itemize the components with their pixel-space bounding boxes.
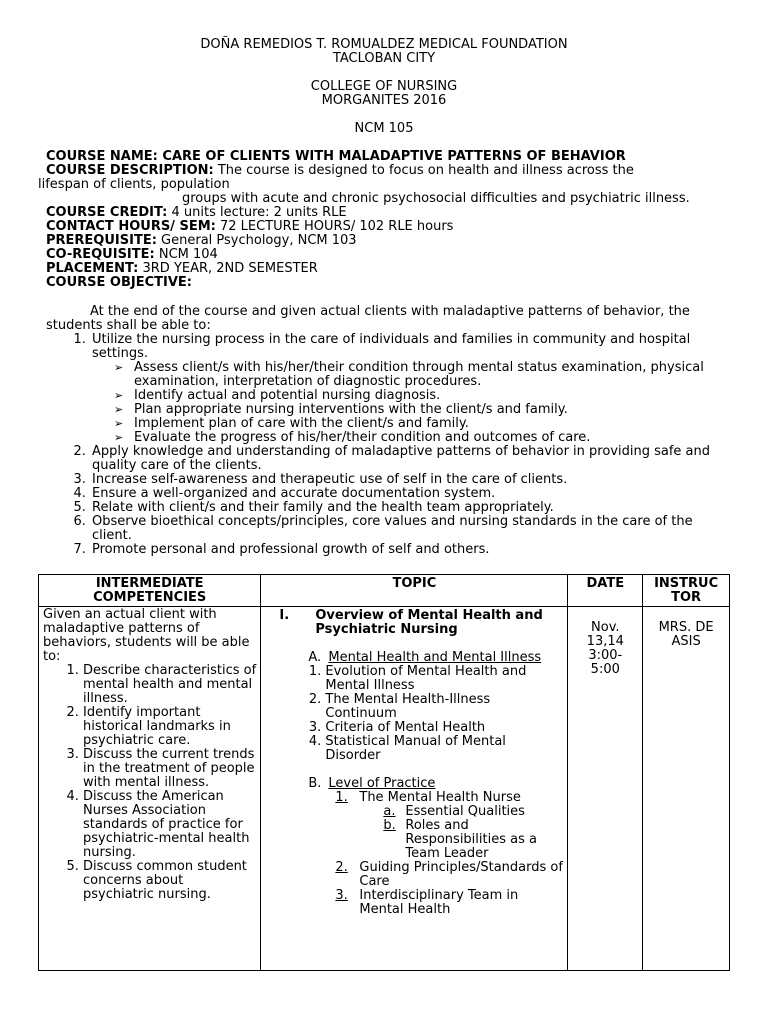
arrow-bullet-icon: ➢ (114, 403, 124, 416)
sub-objective-item (114, 361, 736, 389)
objective-item: 2. Apply knowledge and understanding of maladaptive patterns of behavior in providing safe and quality care of the clients. (90, 445, 736, 473)
course-description-line (46, 164, 736, 178)
placement-value: 3RD YEAR, 2ND SEMESTER (138, 261, 318, 276)
competencies-intro: Given an actual client with maladaptive patterns of behaviors, students will be able to: (43, 607, 250, 664)
level-number: 2. (335, 860, 348, 875)
sub-objective-item (114, 417, 736, 431)
corequisite-label: CO-REQUISITE: (46, 247, 155, 262)
college-name: COLLEGE OF NURSING (310, 79, 458, 94)
institution-city: TACLOBAN CITY (332, 51, 436, 66)
institution-name: DOÑA REMEDIOS T. ROMUALDEZ MEDICAL FOUNDATION (200, 37, 568, 52)
level-sub-item (383, 819, 563, 861)
topic-cell (261, 607, 568, 971)
time-line: 5:00 (590, 662, 620, 677)
section-a-item: 4. Statistical Manual of Mental Disorder (325, 735, 563, 763)
level-sub-list (335, 805, 563, 861)
corequisite-line (46, 248, 736, 262)
section-b (265, 777, 563, 791)
section-a-item: 3. Criteria of Mental Health (325, 721, 563, 735)
level-text: Interdisciplinary Team in Mental Health (359, 888, 519, 917)
course-credit-line (46, 206, 736, 220)
instructor-name-line: MRS. DE (658, 620, 714, 635)
placement-label: PLACEMENT: (46, 261, 139, 276)
course-description-label: COURSE DESCRIPTION: (46, 163, 214, 178)
sub-objective-text: Implement plan of care with the client/s and family. (134, 416, 469, 431)
section-a-title: Mental Health and Mental Illness (328, 650, 542, 665)
date-line: Nov. (591, 620, 620, 635)
header-instructor: INSTRUC TOR (643, 575, 730, 607)
competency-item: 4. Discuss the American Nurses Association standards of practice for psychiatric-mental health nursing. (83, 790, 256, 860)
section-a-heading (308, 651, 563, 665)
level-sub-text: Essential Qualities (405, 804, 525, 819)
sub-objective-item (114, 403, 736, 417)
placement-line (46, 262, 736, 276)
time-line: 3:00- (588, 648, 623, 663)
instructor-cell (643, 607, 730, 971)
sub-objective-text: Identify actual and potential nursing diagnosis. (134, 388, 441, 403)
course-name-line (46, 150, 736, 164)
objectives-section (46, 305, 736, 557)
prerequisite-value: General Psychology, NCM 103 (156, 233, 357, 248)
topic-heading (265, 609, 563, 637)
course-plan-table (38, 574, 730, 971)
sub-objective-text: Plan appropriate nursing interventions with the client/s and family. (134, 402, 568, 417)
competencies-cell (39, 607, 261, 971)
competency-item: 2. Identify important historical landmarks in psychiatric care. (83, 706, 256, 748)
date-cell (568, 607, 643, 971)
header-competencies: INTERMEDIATE COMPETENCIES (39, 575, 261, 607)
section-b-letter: B. (308, 776, 322, 791)
contact-hours-label: CONTACT HOURS/ SEM: (46, 219, 216, 234)
level-sub-letter: a. (383, 804, 396, 819)
objective-item: 3. Increase self-awareness and therapeutic use of self in the care of clients. (90, 473, 736, 487)
header-date: DATE (568, 575, 643, 607)
competency-item: 5. Discuss common student concerns about psychiatric nursing. (83, 860, 256, 902)
level-item (335, 889, 563, 917)
level-list (265, 791, 563, 917)
course-info (38, 149, 736, 290)
course-name-value: CARE OF CLIENTS WITH MALADAPTIVE PATTERNS OF BEHAVIOR (157, 149, 626, 164)
course-code: NCM 105 (354, 121, 414, 136)
contact-hours-line (46, 220, 736, 234)
section-a-letter: A. (308, 650, 322, 665)
level-text: The Mental Health Nurse (359, 790, 521, 805)
section-b-title: Level of Practice (328, 776, 436, 791)
section-b-heading (308, 777, 563, 791)
sub-objective-text: Assess client/s with his/her/their condition through mental status examination, physical examination, interpretation of diagnostic procedures. (134, 360, 704, 389)
arrow-bullet-icon: ➢ (114, 431, 124, 444)
course-credit-label: COURSE CREDIT: (46, 205, 168, 220)
level-sub-item (383, 805, 563, 819)
sub-objective-item (114, 389, 736, 403)
level-number: 1. (335, 790, 348, 805)
sub-objectives-list (92, 361, 736, 445)
course-description-text-2: lifespan of clients, population (38, 177, 230, 192)
sub-objective-text: Evaluate the progress of his/her/their condition and outcomes of care. (134, 430, 591, 445)
level-sub-letter: b. (383, 818, 396, 833)
section-a-list (265, 665, 563, 763)
table-row (39, 607, 730, 971)
level-sub-text: Roles and Responsibilities as a Team Leader (405, 818, 537, 861)
date-line: 13,14 (586, 634, 624, 649)
course-objective-label: COURSE OBJECTIVE: (46, 275, 192, 290)
course-credit-value: 4 units lecture: 2 units RLE (167, 205, 347, 220)
objective-item (90, 333, 736, 445)
competency-item: 1. Describe characteristics of mental health and mental illness. (83, 664, 256, 706)
arrow-bullet-icon: ➢ (114, 389, 124, 402)
competency-item: 3. Discuss the current trends in the treatment of people with mental illness. (83, 748, 256, 790)
prerequisite-line (46, 234, 736, 248)
level-number: 3. (335, 888, 348, 903)
topic-numeral: I. (279, 608, 290, 623)
batch-name: MORGANITES 2016 (321, 93, 447, 108)
course-description-text-3: groups with acute and chronic psychosocial difficulties and psychiatric illness. (182, 191, 690, 206)
prerequisite-label: PREREQUISITE: (46, 233, 157, 248)
objective-item: 5. Relate with client/s and their family and the health team appropriately. (90, 501, 736, 515)
objective-item: 7. Promote personal and professional growth of self and others. (90, 543, 736, 557)
table-header-row (39, 575, 730, 607)
arrow-bullet-icon: ➢ (114, 417, 124, 430)
level-item (335, 791, 563, 805)
level-item (335, 861, 563, 889)
objectives-list (46, 333, 736, 557)
objective-item: 4. Ensure a well-organized and accurate documentation system. (90, 487, 736, 501)
section-a-item: 1. Evolution of Mental Health and Mental Illness (325, 665, 563, 693)
objectives-intro: At the end of the course and given actual clients with maladaptive patterns of behavior, the students shall be able to: (46, 304, 690, 333)
contact-hours-value: 72 LECTURE HOURS/ 102 RLE hours (215, 219, 454, 234)
objective-item: 6. Observe bioethical concepts/principles, core values and nursing standards in the care of the client. (90, 515, 736, 543)
header-topic: TOPIC (261, 575, 568, 607)
competencies-list (43, 664, 256, 902)
level-text: Guiding Principles/Standards of Care (359, 860, 563, 889)
objective-text: Utilize the nursing process in the care of individuals and families in community and hospital settings. (92, 332, 691, 361)
corequisite-value: NCM 104 (154, 247, 218, 262)
sub-objective-item (114, 431, 736, 445)
section-a (265, 651, 563, 665)
course-name-label: COURSE NAME: (46, 149, 158, 164)
instructor-name-line: ASIS (671, 634, 701, 649)
section-a-item: 2. The Mental Health-Illness Continuum (325, 693, 563, 721)
topic-title: Overview of Mental Health and Psychiatric Nursing (315, 608, 543, 637)
course-description-text-1: The course is designed to focus on health and illness across the (213, 163, 634, 178)
arrow-bullet-icon: ➢ (114, 361, 124, 374)
